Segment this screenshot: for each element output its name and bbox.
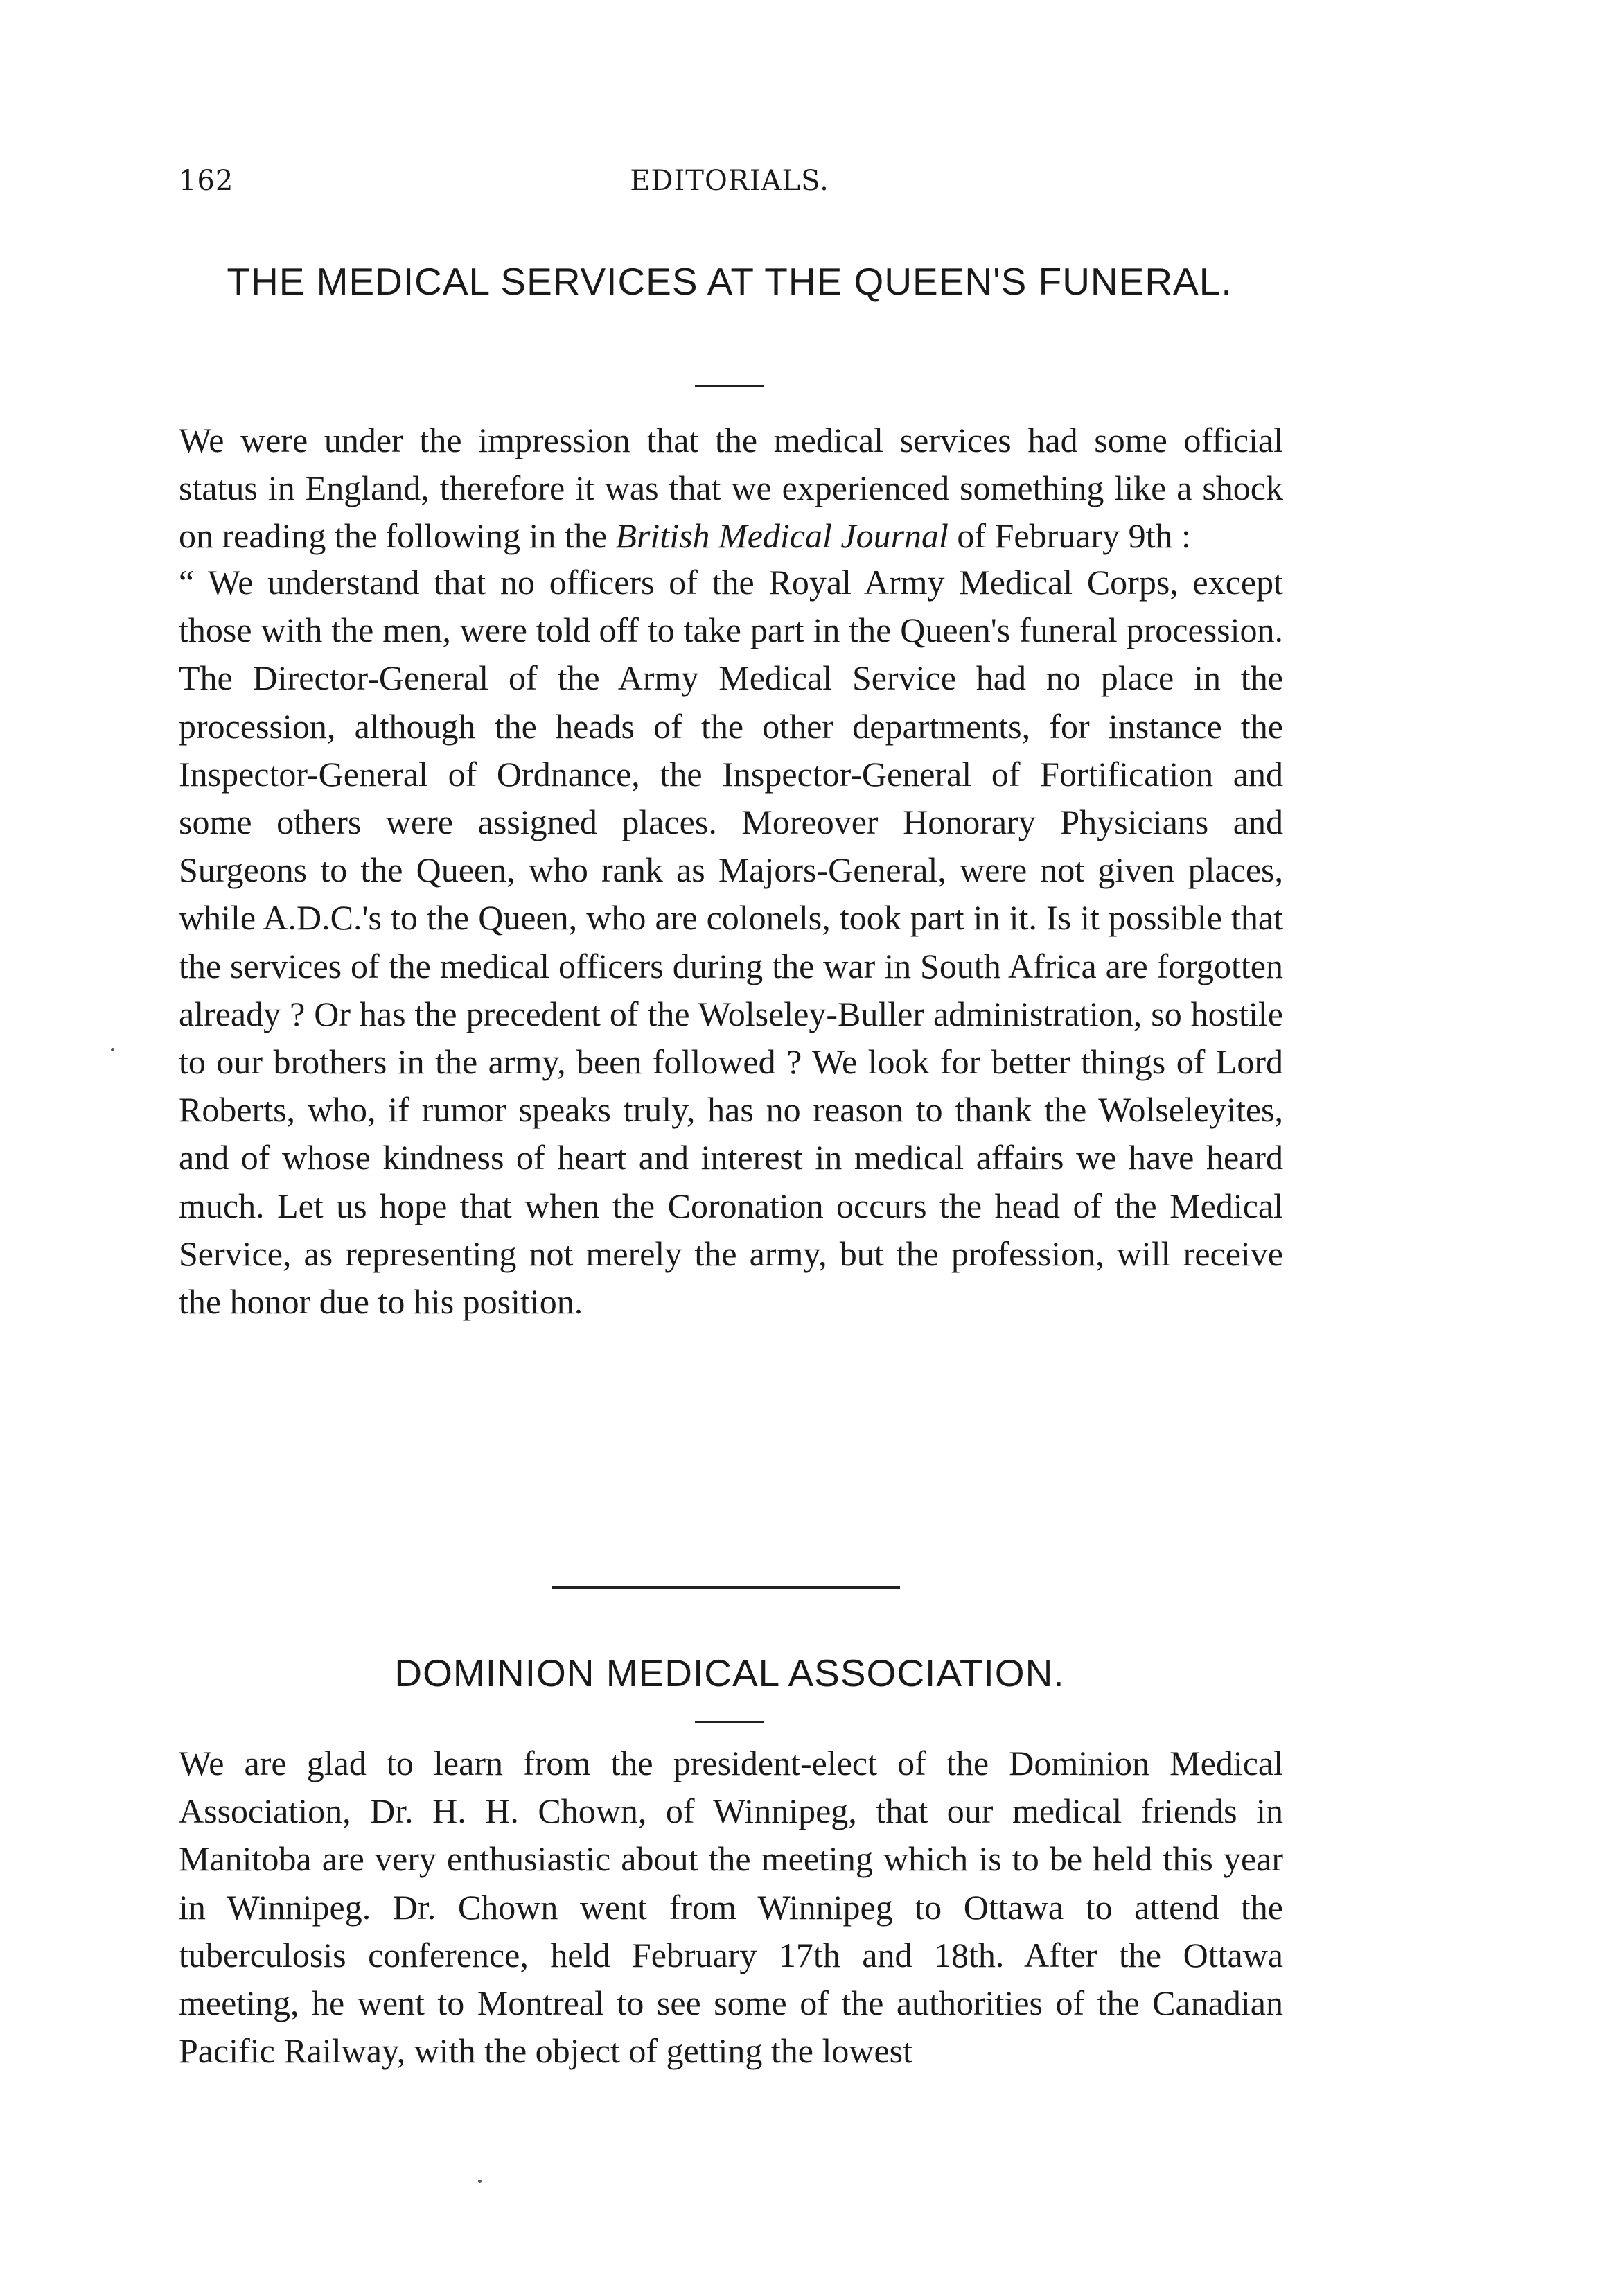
article-quote-paragraph: “ We understand that no officers of the Royal Army Medical Corps, except those with the men, were told off to take part in the Queen's funeral procession. The Director-General of the Army Medical Service had no place in the procession, although the heads of the other departments, for instance the Inspector-General of Ordnance, the Inspector-General of Fortification and some others were assigned places. Moreover Honorary Physicians and Surgeons to the Queen, who rank as Majors-General, were not given places, while A.D.C.'s to the Queen, who are colonels, took part in it. Is it possible that the services of the medical officers during the war in South Africa are forgotten already ? Or has the precedent of the Wolseley-Buller administration, so hostile to our brothers in the army, been followed ? We look for better things of Lord Roberts, who, if rumor speaks truly, has no reason to thank the Wolseleyites, and of whose kindness of heart and interest in medical affairs we have heard much. Let us hope that when the Coronation occurs the head of the Medical Service, as representing not merely the army, but the profession, will receive the honor due to his position. bbox=[179, 563, 1283, 1322]
article-title-medical-services: THE MEDICAL SERVICES AT THE QUEEN'S FUNERAL. bbox=[227, 260, 1233, 303]
title-divider bbox=[695, 1721, 764, 1723]
intro-text-start: We were under the impression that the medical services had some official status in England, therefore it was that we experienced something like a shock on reading the following in the bbox=[179, 421, 1283, 556]
article-intro-paragraph bbox=[179, 417, 1283, 561]
section-divider bbox=[552, 1586, 900, 1589]
article-title-dominion-association: DOMINION MEDICAL ASSOCIATION. bbox=[394, 1651, 1065, 1694]
print-speck bbox=[478, 2180, 482, 2183]
journal-name: British Medical Journal bbox=[615, 516, 949, 556]
title-divider bbox=[695, 385, 764, 387]
article-body-paragraph: We are glad to learn from the president-elect of the Dominion Medical Association, Dr. H. H. Chown, of Winnipeg, that our medical friends in Manitoba are very enthusiastic about the meeting which is to be held this year in Winnipeg. Dr. Chown went from Winnipeg to Ottawa to attend the tuberculosis conference, held February 17th and 18th. After the Ottawa meeting, he went to Montreal to see some of the authorities of the Canadian Pacific Railway, with the object of getting the lowest bbox=[179, 1744, 1283, 2071]
intro-text-end: of February 9th : bbox=[948, 516, 1191, 556]
running-head bbox=[179, 165, 1280, 207]
print-speck bbox=[111, 1048, 114, 1051]
section-name: EDITORIALS. bbox=[630, 165, 829, 197]
page-number: 162 bbox=[179, 165, 234, 197]
